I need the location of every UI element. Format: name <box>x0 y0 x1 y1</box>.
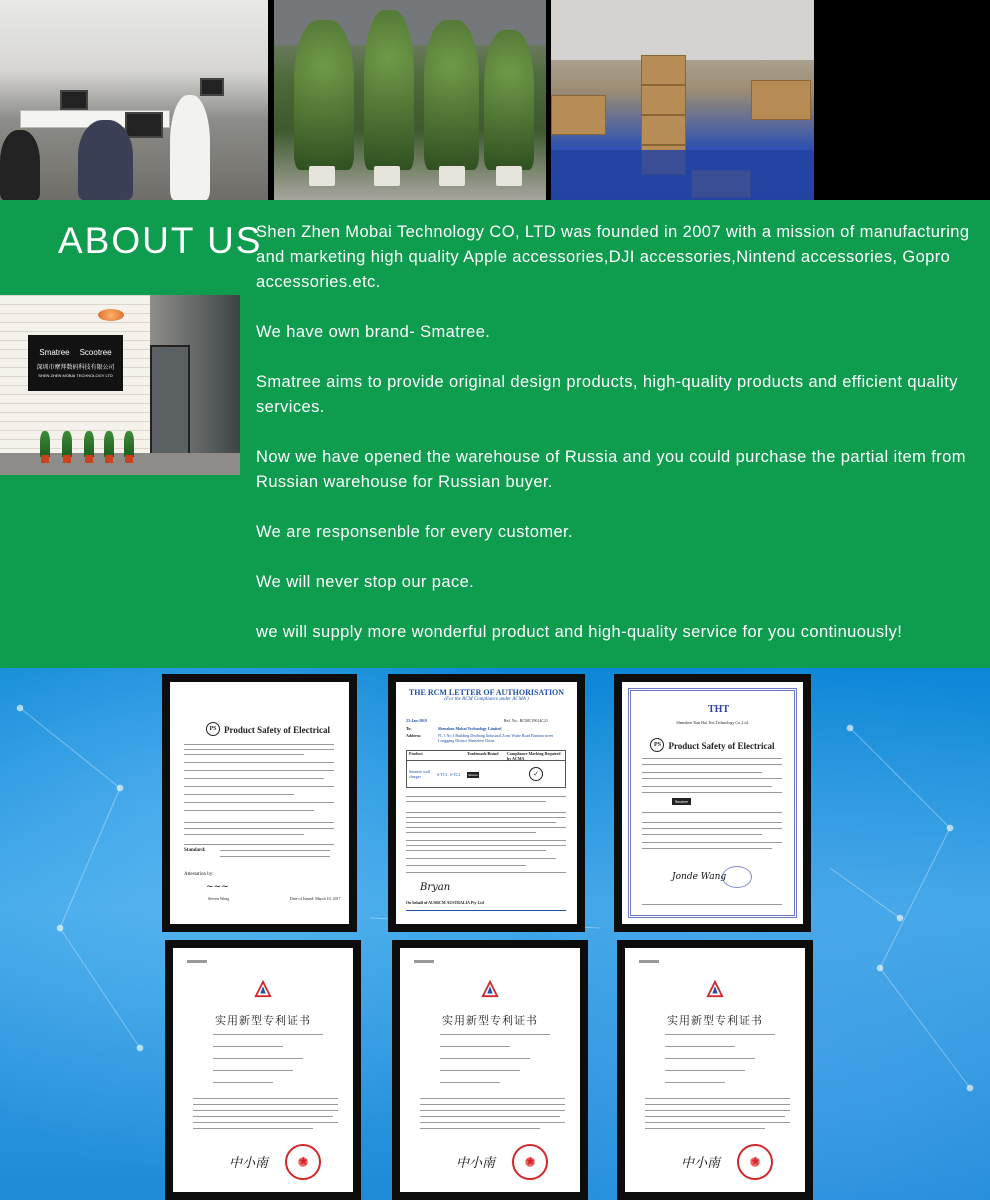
black-panel <box>814 0 990 200</box>
garden-photo <box>274 0 546 200</box>
cert-date: Date of Issued: March 10, 2017 <box>290 896 341 901</box>
cert-title: Product Safety of Electrical <box>224 725 331 735</box>
monitor <box>125 112 163 138</box>
rcm-ref: Ref. No.: RCMC19014C21 <box>504 718 549 723</box>
patent-certificate <box>165 940 361 1200</box>
certificate-safety-1 <box>162 674 357 932</box>
about-section <box>0 200 990 668</box>
patent-logo-icon <box>706 980 724 998</box>
rcm-address-value: FL 1 No 3 Building Dezhong Industrial Zone Wuhe Road Bantian street Longgang District Shenzhen China <box>438 733 554 743</box>
certificates-section <box>0 668 990 1200</box>
ps-logo-icon: PS <box>650 738 664 752</box>
cert-standard-label: Standard: <box>184 848 206 853</box>
about-paragraph: we will supply more wonderful product and high-quality service for you continuously! <box>256 623 903 641</box>
signature: ~~~ <box>206 882 229 892</box>
rcm-product: Smatree wall charger <box>409 769 430 779</box>
monitor <box>200 78 224 96</box>
sign-chinese-name: 深圳市摩拜数码科技有限公司 <box>36 365 115 371</box>
cert3-title: Product Safety of Electrical <box>668 741 775 751</box>
ps-logo-icon: PS <box>206 722 220 736</box>
rcm-footer: On behalf of AUSRCM AUSTRALIA Pty Ltd <box>406 900 484 905</box>
patent-certificate <box>617 940 813 1200</box>
sign-english-name: SHEN ZHEN MOBAI TECHNOLOGY LTD <box>38 373 113 378</box>
about-paragraph: We will never stop our pace. <box>256 573 475 591</box>
patent-signature: 中小南 <box>456 1156 496 1171</box>
cert-attested-label: Attestation by: <box>184 872 214 877</box>
sign-brand-scootree: Scootree <box>79 348 112 357</box>
rcm-model: S-TC1, S-TC2 <box>437 771 461 777</box>
rcm-check-icon: ✓ <box>529 767 543 781</box>
person <box>0 130 40 200</box>
certificate-safety-2 <box>614 674 811 932</box>
stamp-icon <box>722 866 752 888</box>
glass-door <box>150 345 190 455</box>
red-seal-icon <box>512 1144 548 1180</box>
rcm-table <box>406 750 566 788</box>
warehouse-photo <box>551 0 814 200</box>
person <box>78 120 133 200</box>
rcm-to-value: Shenzhen Mobai Technology Limited <box>438 726 502 731</box>
cert3-company: Shenzhen Tian Hui Test Technology Co.,Ltd. <box>676 720 749 725</box>
patent-certificate <box>392 940 588 1200</box>
rcm-to-label: To: <box>406 726 412 731</box>
certificate-rcm <box>388 674 585 932</box>
rcm-header-product: Product <box>409 751 423 756</box>
patent-title: 实用新型专利证书 <box>667 1015 763 1027</box>
cert3-brand: Smatree <box>672 798 691 805</box>
ceiling-lamp <box>98 309 124 321</box>
rcm-title: THE RCM LETTER OF AUTHORISATION <box>408 688 565 697</box>
company-sign <box>28 335 123 391</box>
about-paragraph: Now we have opened the warehouse of Russia and you could purchase the partial item from Russian warehouse for Russian buyer. <box>256 448 966 491</box>
patent-signature: 中小南 <box>229 1156 269 1171</box>
cert-signer: Steven Wong <box>208 896 230 901</box>
about-paragraph: Smatree aims to provide original design products, high-quality products and efficient quality services. <box>256 373 958 416</box>
patent-signature: 中小南 <box>681 1156 721 1171</box>
patent-title: 实用新型专利证书 <box>442 1015 538 1027</box>
sign-brand-smatree: Smatree <box>39 348 70 357</box>
rcm-date: 23-Jan-2019 <box>406 718 427 723</box>
monitor <box>60 90 88 110</box>
about-paragraph: Shen Zhen Mobai Technology CO, LTD was founded in 2007 with a mission of manufacturing and marketing high quality Apple accessories,DJI accessories,Nintend accessories, Gopro accessories.etc. <box>256 223 970 291</box>
tian-hui-logo-icon: THT <box>708 704 730 715</box>
rcm-address-label: Address: <box>406 733 422 738</box>
rcm-brand: Smatree <box>468 772 478 777</box>
patent-logo-icon <box>481 980 499 998</box>
about-paragraph: We are responsenble for every customer. <box>256 523 574 541</box>
cert3-signature: Jonde Wang <box>672 872 727 882</box>
red-seal-icon <box>285 1144 321 1180</box>
patent-title: 实用新型专利证书 <box>215 1015 311 1027</box>
office-photo <box>0 0 268 200</box>
rcm-subtitle: (For the RCM Compliance under ACMA ) <box>444 697 529 702</box>
rcm-header-brand: Trademark/Brand <box>467 751 499 756</box>
rcm-signature: Bryan <box>420 882 451 893</box>
about-paragraph: We have own brand- Smatree. <box>256 323 491 341</box>
red-seal-icon <box>737 1144 773 1180</box>
photo-strip <box>0 0 990 200</box>
about-title: ABOUT US <box>58 220 263 261</box>
person <box>170 95 210 200</box>
storefront-photo <box>0 295 240 475</box>
about-text <box>256 220 971 645</box>
rcm-header-marking: Compliance Marking Required by ACMA <box>507 751 561 761</box>
patent-logo-icon <box>254 980 272 998</box>
